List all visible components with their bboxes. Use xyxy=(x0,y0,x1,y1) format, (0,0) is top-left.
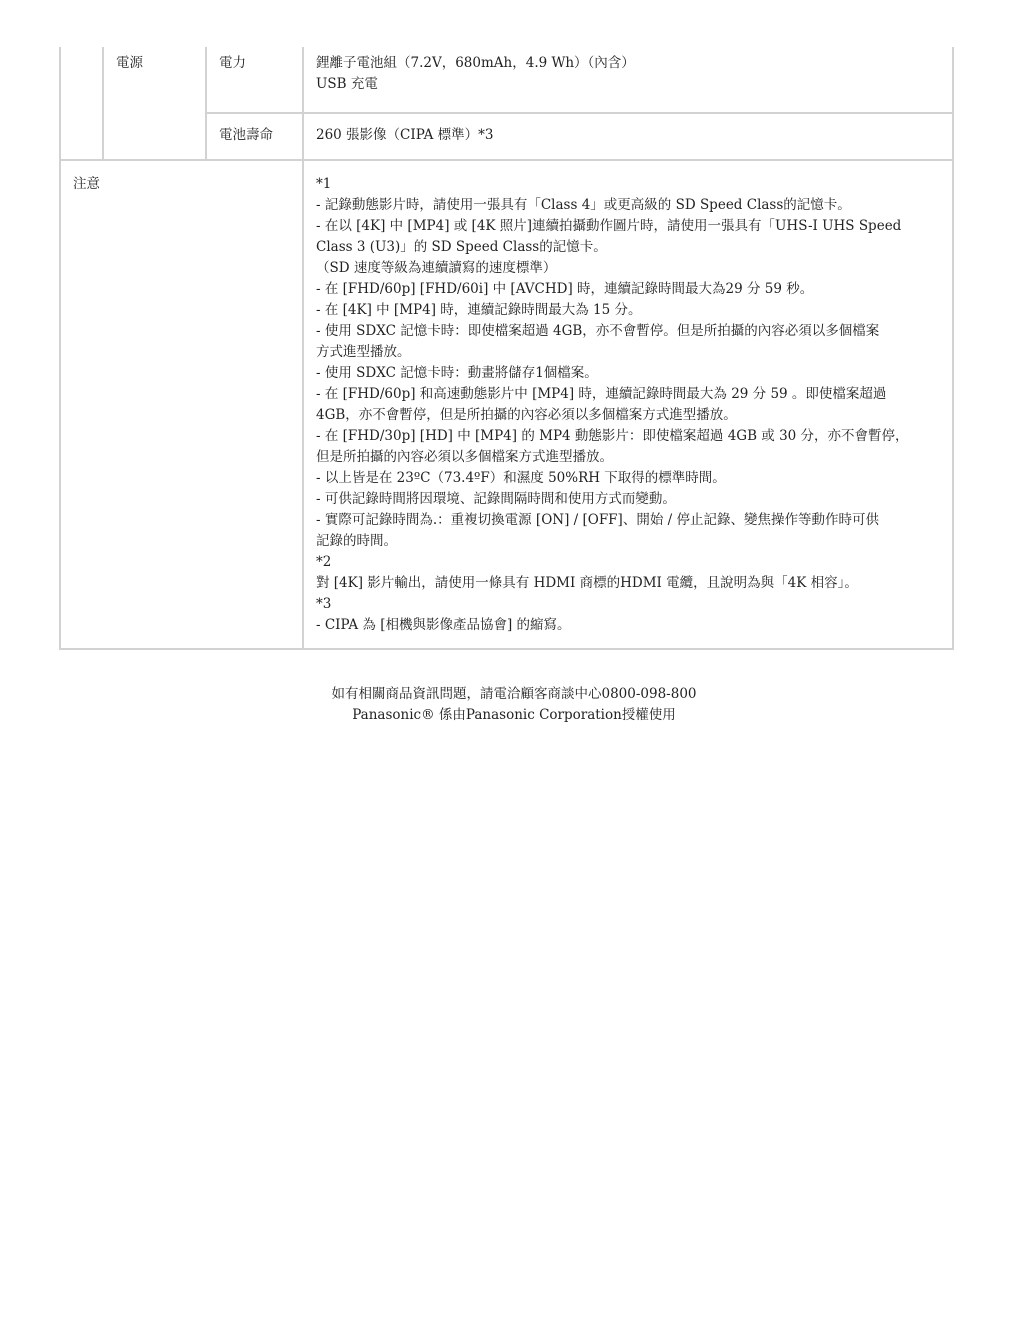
note-line: （SD 速度等級為連續讀寫的速度標準） xyxy=(316,260,557,276)
note-line: - 可供記錄時間將因環境、記錄間隔時間和使用方式而變動。 xyxy=(316,491,676,507)
note-line: - 實際可記錄時間為.：重複切換電源 [ON] / [OFF]、開始 / 停止記錄、變焦操作等動作時可供 xyxy=(316,512,879,528)
note-line: - 使用 SDXC 記憶卡時：動畫將儲存1個檔案。 xyxy=(316,365,598,381)
spec-row-power xyxy=(60,47,953,113)
note-line: 方式進型播放。 xyxy=(316,344,411,360)
notes-value-cell xyxy=(303,160,953,649)
note-line: - 在以 [4K] 中 [MP4] 或 [4K 照片]連續拍攝動作圖片時，請使用一張具有「UHS-I UHS Speed xyxy=(316,218,902,234)
battery-life-value: 260 張影像（CIPA 標準）*3 xyxy=(316,127,494,143)
notes-label-cell xyxy=(60,160,303,649)
note-line: *3 xyxy=(316,596,332,612)
note-line: *1 xyxy=(316,176,332,192)
note-line: - 在 [FHD/60p] 和高速動態影片中 [MP4] 時，連續記錄時間最大為 29 分 59 。即使檔案超過 xyxy=(316,386,887,402)
power-value-line: USB 充電 xyxy=(316,76,378,92)
footer-contact: 如有相關商品資訊問題，請電洽顧客商談中心0800-098-800 xyxy=(331,686,697,702)
value-cell-power xyxy=(303,47,953,113)
footer-trademark: Panasonic® 係由Panasonic Corporation授權使用 xyxy=(352,707,676,723)
spec-row-notes xyxy=(60,160,953,649)
note-line: - 記錄動態影片時，請使用一張具有「Class 4」或更高級的 SD Speed Class的記憶卡。 xyxy=(316,197,851,213)
indent-cell xyxy=(60,47,103,160)
notes-label: 注意 xyxy=(73,176,100,192)
note-line: - 以上皆是在 23ºC（73.4ºF）和濕度 50%RH 下取得的標準時間。 xyxy=(316,470,726,486)
item-cell-power xyxy=(206,47,303,113)
note-line: 但是所拍攝的內容必須以多個檔案方式進型播放。 xyxy=(316,449,613,465)
category-label: 電源 xyxy=(116,55,143,71)
item-cell-battery-life xyxy=(206,113,303,160)
note-line: - 使用 SDXC 記憶卡時：即使檔案超過 4GB，亦不會暫停。但是所拍攝的內容必須以多個檔案 xyxy=(316,323,880,339)
note-line: - 在 [FHD/60p] [FHD/60i] 中 [AVCHD] 時，連續記錄時間最大為29 分 59 秒。 xyxy=(316,281,814,297)
spec-table xyxy=(59,47,954,650)
page-footer xyxy=(0,684,1028,726)
note-line: Class 3 (U3)」的 SD Speed Class的記憶卡。 xyxy=(316,239,607,255)
note-line: - CIPA 為 [相機與影像產品協會] 的縮寫。 xyxy=(316,617,571,633)
category-cell-power-source xyxy=(103,47,206,160)
note-line: - 在 [4K] 中 [MP4] 時，連續記錄時間最大為 15 分。 xyxy=(316,302,642,318)
note-line: - 在 [FHD/30p] [HD] 中 [MP4] 的 MP4 動態影片：即使檔案超過 4GB 或 30 分，亦不會暫停， xyxy=(316,428,909,444)
note-line: 記錄的時間。 xyxy=(316,533,397,549)
item-label-battery-life: 電池壽命 xyxy=(219,127,273,143)
note-line: *2 xyxy=(316,554,332,570)
power-value-line: 鋰離子電池組（7.2V，680mAh，4.9 Wh）（內含） xyxy=(316,55,635,71)
note-line: 對 [4K] 影片輸出，請使用一條具有 HDMI 商標的HDMI 電纜，且說明為與「4K 相容」。 xyxy=(316,575,858,591)
value-cell-battery-life xyxy=(303,113,953,160)
notes-text xyxy=(316,174,940,636)
note-line: 4GB，亦不會暫停，但是所拍攝的內容必須以多個檔案方式進型播放。 xyxy=(316,407,737,423)
item-label-power: 電力 xyxy=(219,55,246,71)
